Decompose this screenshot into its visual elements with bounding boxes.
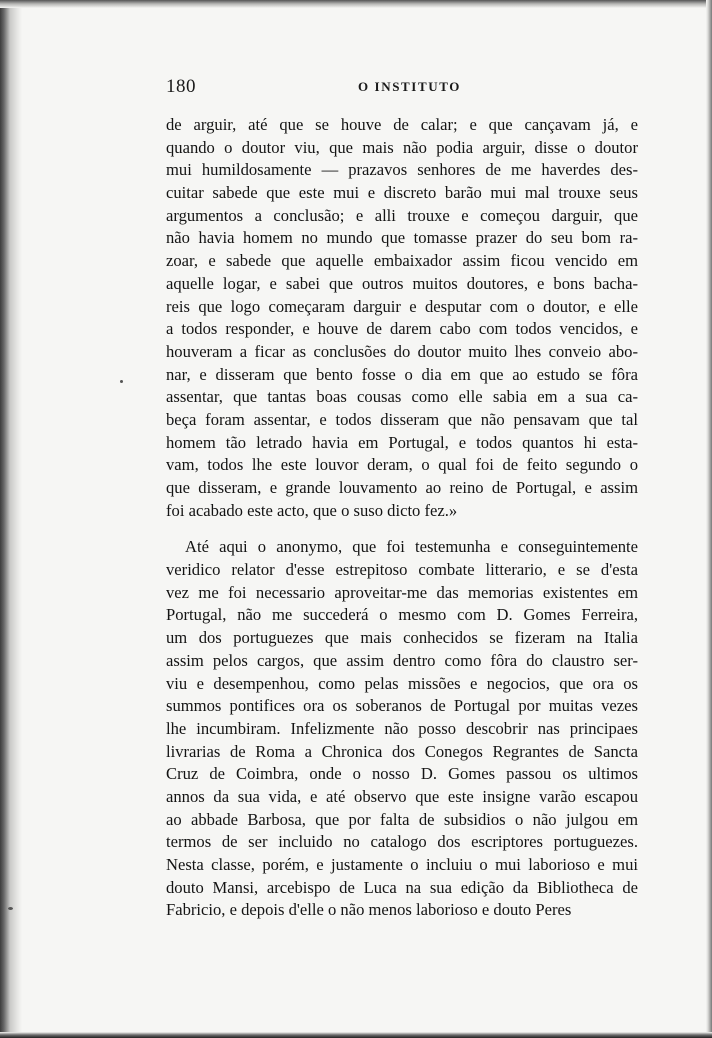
text-line: Cruz de Coimbra, onde o nosso D. Gomes passou os ultimos <box>166 764 638 784</box>
text-line: quando o doutor viu, que mais não podia arguir, disse o doutor <box>166 137 638 157</box>
text-line: ao abbade Barbosa, que por falta de subsidios o não julgou em <box>166 809 638 829</box>
text-line: mui humildosamente — prazavos senhores de me haverdes des- <box>166 160 638 180</box>
page-header <box>166 76 640 102</box>
text-line: lhe incumbiram. Infelizmente não posso descobrir nas principaes <box>166 718 638 738</box>
text-line: a todos responder, e houve de darem cabo com todos vencidos, e <box>166 319 638 339</box>
text-line: termos de ser incluido no catalogo dos escriptores portuguezes. <box>166 832 638 852</box>
paper-speck <box>8 907 13 910</box>
text-line: foi acabado este acto, que o suso dicto fez.» <box>166 500 458 520</box>
scan-top-edge <box>0 0 712 8</box>
text-line: Nesta classe, porém, e justamente o incluiu o mui laborioso e mui <box>166 855 638 874</box>
scan-right-edge <box>706 0 712 1038</box>
text-line: nar, e disseram que bento fosse o dia em que ao estudo se fôra <box>166 364 638 384</box>
text-line: zoar, e sabede que aquelle embaixador assim ficou vencido em <box>166 251 638 271</box>
text-line: assentar, que tantas boas cousas como elle sabia em a sua ca- <box>166 387 638 407</box>
text-line: summos pontifices ora os soberanos de Portugal por muitas vezes <box>166 696 638 716</box>
text-line: Até aqui o anonymo, que foi testemunha e conseguintemente <box>185 537 638 557</box>
page-number: 180 <box>166 76 196 97</box>
paper-speck <box>120 380 123 383</box>
text-line: aquelle logar, e sabei que outros muitos doutores, e bons bacha- <box>166 273 638 293</box>
text-line: de arguir, até que se houve de calar; e que cançavam já, e <box>166 115 638 134</box>
text-line: douto Mansi, arcebispo de Luca na sua edição da Bibliotheca de <box>166 877 638 897</box>
text-line: houveram a ficar as conclusões do doutor muito lhes conveio abo- <box>166 341 638 361</box>
text-line: um dos portuguezes que mais conhecidos se fizeram na Italia <box>166 628 638 648</box>
paragraph-commentary <box>166 536 638 922</box>
text-line: vam, todos lhe este louvor deram, o qual foi de feito segundo o <box>166 455 638 475</box>
text-line: reis que logo começaram darguir e desputar com o doutor, e elle <box>166 296 638 316</box>
text-line: argumentos a conclusão; e alli trouxe e começou darguir, que <box>166 205 638 225</box>
text-line: que disseram, e grande louvamento ao reino de Portugal, e assim <box>166 478 638 497</box>
text-line: beça foram assentar, e todos disseram que não pensavam que tal <box>166 409 638 429</box>
text-line: assim pelos cargos, que assim dentro como fôra do claustro ser- <box>166 650 638 670</box>
paragraph-gap <box>166 522 638 536</box>
text-line: vez me foi necessario aproveitar-me das memorias existentes em <box>166 582 638 602</box>
text-line: não havia homem no mundo que tomasse prazer do seu bom ra- <box>166 228 638 248</box>
body-text <box>166 114 638 922</box>
paragraph-quotation-end <box>166 114 638 522</box>
text-line: annos da sua vida, e até observo que este insigne varão escapou <box>166 786 638 806</box>
text-line: homem tão letrado havia em Portugal, e todos quantos hi esta- <box>166 432 638 452</box>
text-line: viu e desempenhou, como pelas missões e negocios, que ora os <box>166 673 638 693</box>
text-line: livrarias de Roma a Chronica dos Conegos Regrantes de Sancta <box>166 741 638 761</box>
scan-bottom-edge <box>0 1032 712 1038</box>
running-title: O INSTITUTO <box>358 79 461 94</box>
scan-left-edge <box>0 0 22 1038</box>
text-line: Fabricio, e depois d'elle o não menos laborioso e douto Peres <box>166 900 572 920</box>
text-line: veridico relator d'esse estrepitoso combate litterario, e se d'esta <box>166 560 638 580</box>
text-line: Portugal, não me succederá o mesmo com D. Gomes Ferreira, <box>166 605 638 625</box>
text-line: cuitar sabede que este mui e discreto barão mui mal trouxe seus <box>166 183 638 203</box>
